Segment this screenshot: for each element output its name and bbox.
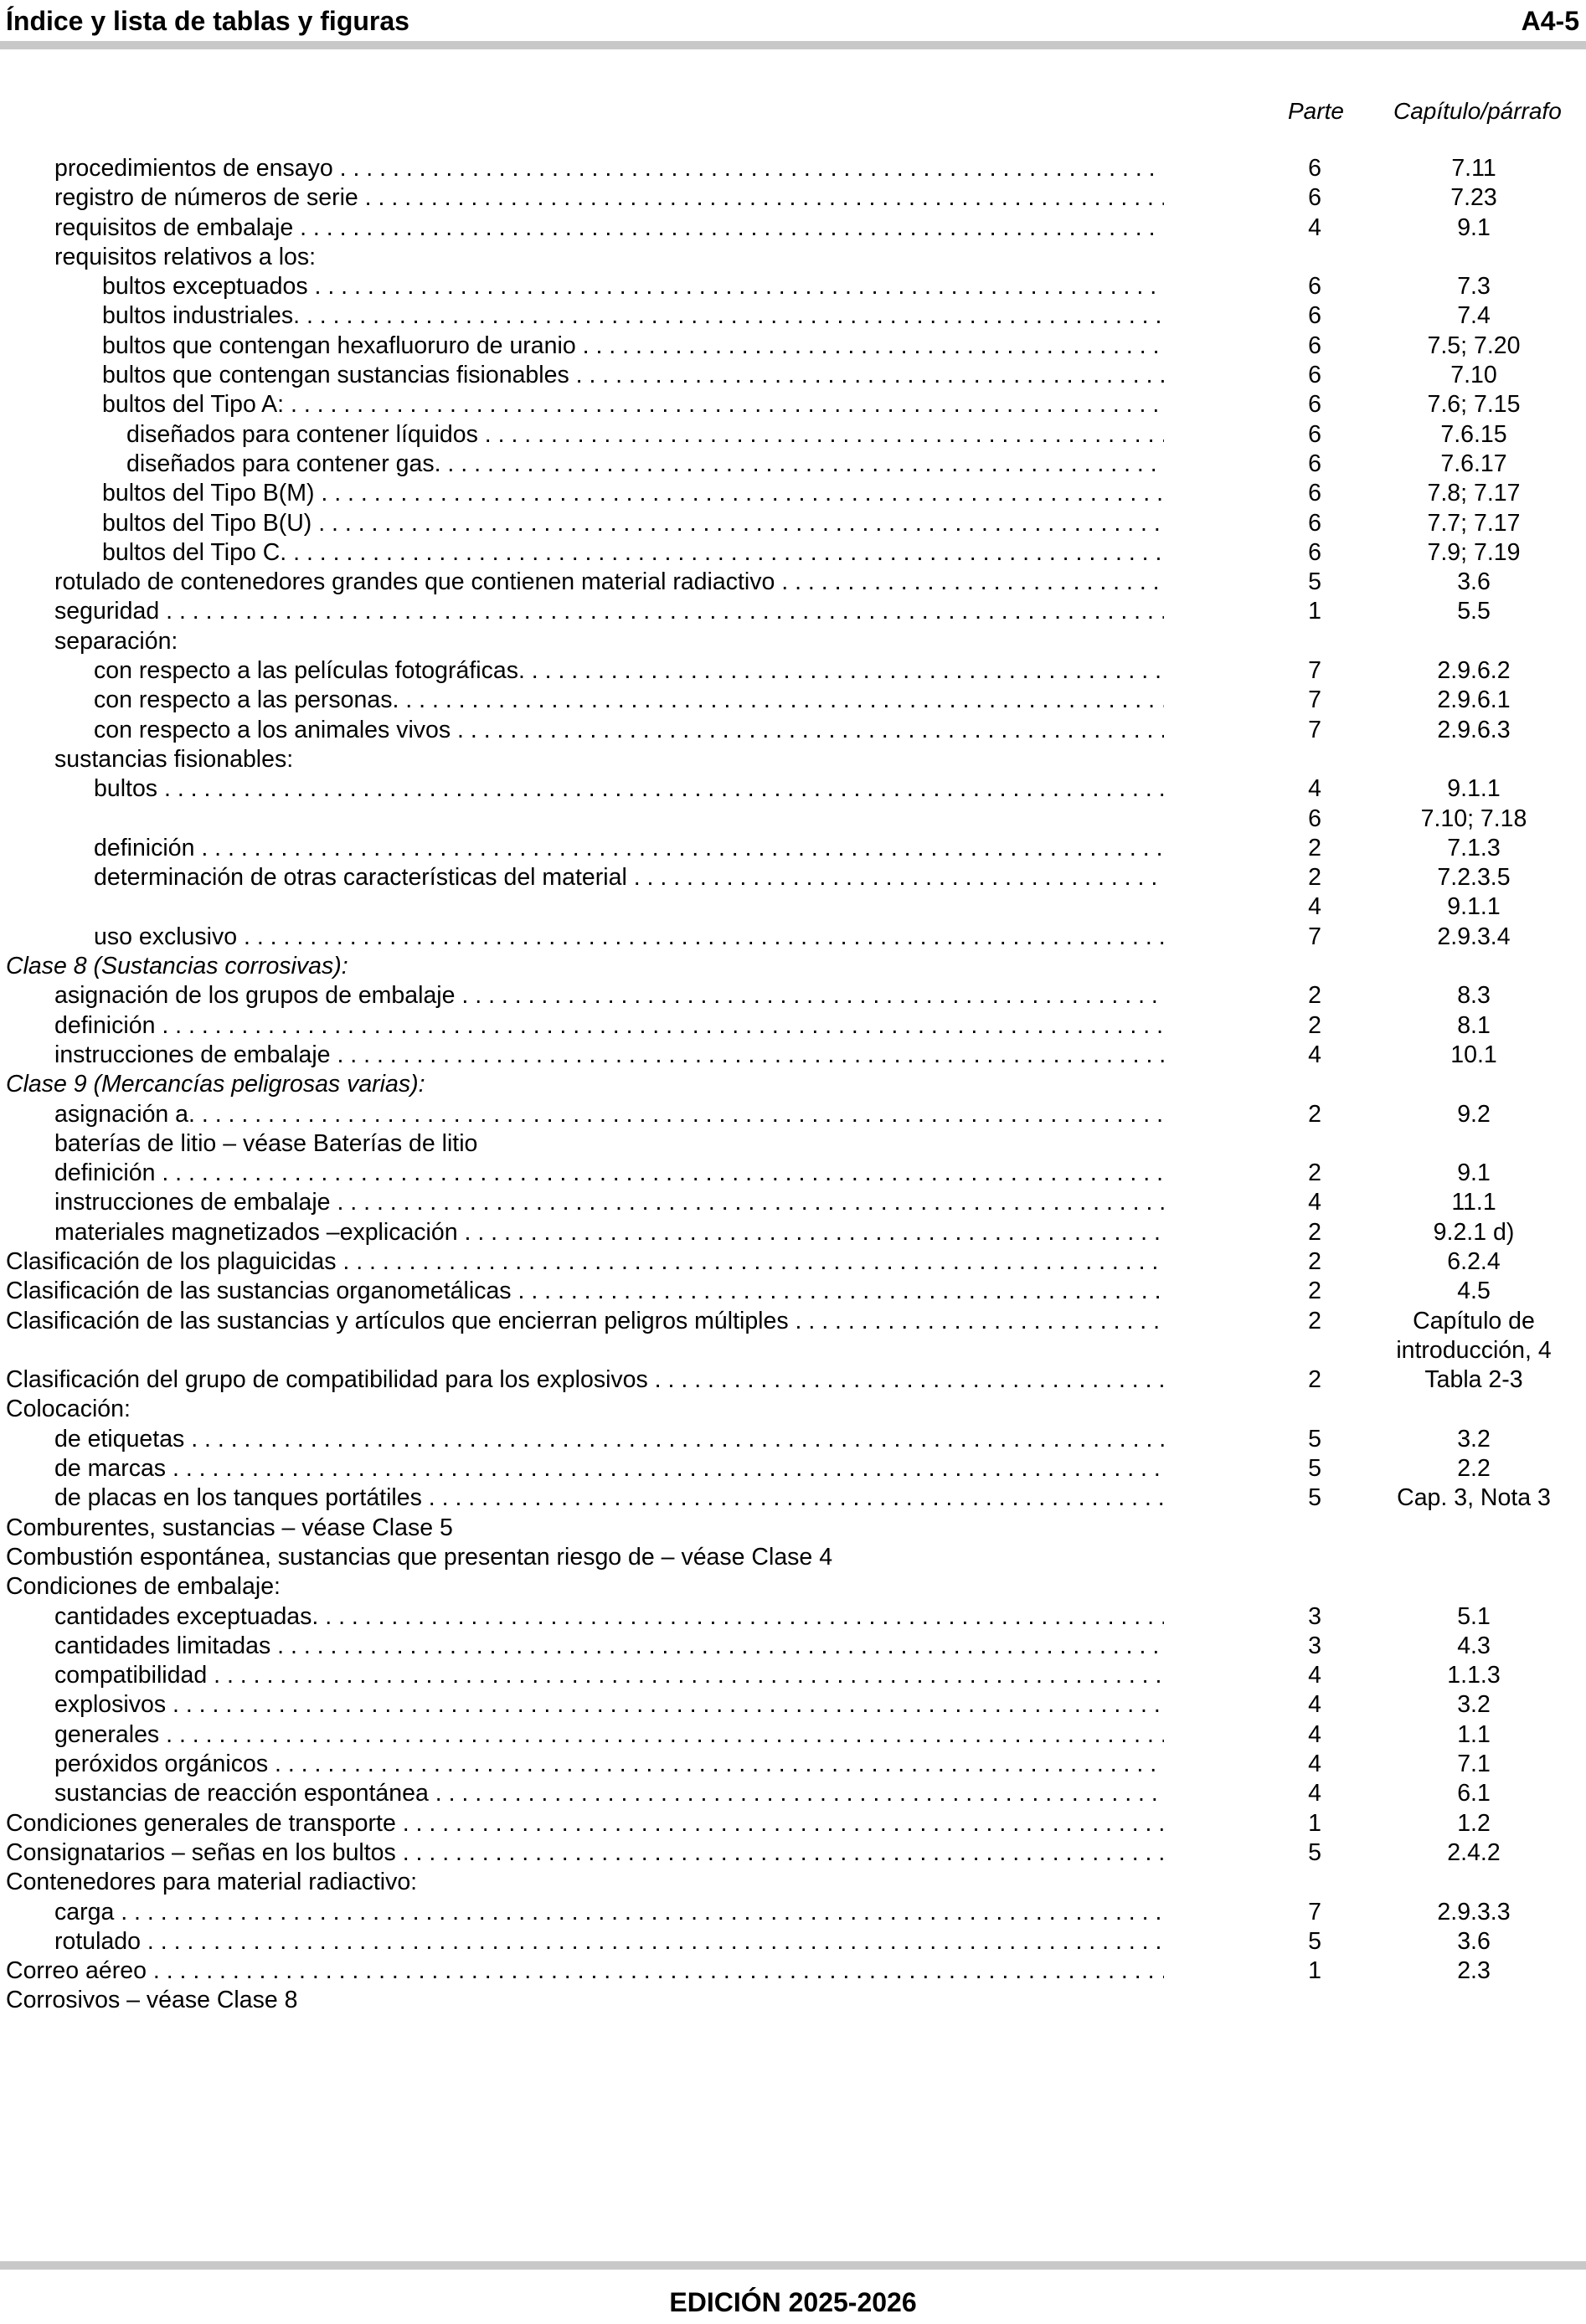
index-entry bbox=[0, 361, 1586, 390]
entry-chapter: 7.11 bbox=[1451, 155, 1496, 182]
entry-chapter: 9.1.1 bbox=[1447, 893, 1501, 921]
index-entry bbox=[0, 332, 1586, 361]
entry-part: 4 bbox=[1308, 1041, 1321, 1068]
entry-text: bultos del Tipo A: . . . bbox=[102, 390, 1164, 419]
index-entry bbox=[0, 390, 1586, 419]
entry-chapter: 7.9; 7.19 bbox=[1427, 538, 1521, 566]
entry-part: 2 bbox=[1308, 982, 1321, 1010]
entry-text: compatibilidad . . . bbox=[54, 1661, 1164, 1690]
entry-part: 6 bbox=[1308, 509, 1321, 537]
index-entry bbox=[0, 1129, 1586, 1159]
index-entry bbox=[0, 597, 1586, 626]
entry-text: con respecto a las películas fotográficas. . . . bbox=[94, 656, 1164, 686]
entry-text: generales . . . bbox=[54, 1720, 1164, 1750]
edition-footer: EDICIÓN 2025-2026 bbox=[669, 2287, 917, 2317]
entry-part: 6 bbox=[1308, 538, 1321, 566]
entry-part: 6 bbox=[1308, 391, 1321, 419]
entry-chapter: 7.2.3.5 bbox=[1437, 864, 1511, 892]
entry-part: 7 bbox=[1308, 657, 1321, 685]
entry-text: seguridad . . . bbox=[54, 597, 1164, 626]
entry-part: 6 bbox=[1308, 184, 1321, 212]
index-entry bbox=[0, 892, 1586, 922]
entry-part: 4 bbox=[1308, 775, 1321, 803]
entry-chapter: 9.1.1 bbox=[1447, 775, 1501, 803]
entry-part: 4 bbox=[1308, 1720, 1321, 1748]
index-entry bbox=[0, 923, 1586, 952]
entry-part: 1 bbox=[1308, 1809, 1321, 1837]
entry-chapter: Capítulo de bbox=[1413, 1307, 1535, 1334]
index-entries bbox=[0, 154, 1586, 2016]
entry-part: 5 bbox=[1308, 1455, 1321, 1483]
entry-text: bultos . . . bbox=[94, 774, 1164, 804]
entry-part: 1 bbox=[1308, 598, 1321, 625]
index-entry bbox=[0, 1661, 1586, 1690]
index-entry bbox=[0, 1247, 1586, 1277]
entry-text: Clasificación de las sustancias organometálicas . . . bbox=[6, 1277, 1164, 1306]
entry-chapter: 8.1 bbox=[1457, 1011, 1491, 1039]
index-entry bbox=[0, 1572, 1586, 1602]
entry-text: de etiquetas . . . bbox=[54, 1425, 1164, 1454]
page-title: Índice y lista de tablas y figuras bbox=[6, 6, 409, 36]
entry-chapter: 2.3 bbox=[1457, 1957, 1491, 1985]
index-entry bbox=[0, 1454, 1586, 1483]
index-entry bbox=[0, 301, 1586, 331]
entry-chapter: 1.1.3 bbox=[1447, 1662, 1501, 1689]
entry-chapter: introducción, 4 bbox=[1396, 1336, 1552, 1364]
entry-chapter: 6.1 bbox=[1457, 1780, 1491, 1807]
entry-text: procedimientos de ensayo . . . bbox=[54, 154, 1164, 183]
entry-part: 7 bbox=[1308, 686, 1321, 714]
entry-part: 5 bbox=[1308, 1484, 1321, 1512]
entry-text: explosivos . . . bbox=[54, 1690, 1164, 1720]
entry-text bbox=[6, 1336, 1164, 1365]
entry-part: 7 bbox=[1308, 923, 1321, 950]
entry-chapter: 7.10 bbox=[1450, 362, 1497, 389]
entry-text: con respecto a los animales vivos . . . bbox=[94, 716, 1164, 745]
index-entry bbox=[0, 213, 1586, 243]
entry-part: 2 bbox=[1308, 1247, 1321, 1275]
entry-text: cantidades limitadas . . . bbox=[54, 1632, 1164, 1661]
entry-chapter: 2.9.3.3 bbox=[1437, 1898, 1511, 1926]
entry-chapter: 1.1 bbox=[1457, 1720, 1491, 1748]
index-entry bbox=[0, 656, 1586, 686]
entry-chapter: 2.9.6.2 bbox=[1437, 657, 1511, 685]
entry-chapter: 3.2 bbox=[1457, 1691, 1491, 1719]
entry-chapter: 4.3 bbox=[1457, 1632, 1491, 1659]
entry-part: 6 bbox=[1308, 450, 1321, 477]
entry-text: bultos industriales. . . . bbox=[102, 301, 1164, 331]
entry-chapter: 7.23 bbox=[1450, 184, 1497, 212]
entry-chapter: 9.1 bbox=[1457, 1159, 1491, 1187]
index-entry bbox=[0, 1543, 1586, 1572]
entry-part: 7 bbox=[1308, 716, 1321, 743]
entry-part: 4 bbox=[1308, 893, 1321, 921]
entry-text: Condiciones generales de transporte . . . bbox=[6, 1809, 1164, 1838]
entry-chapter: Cap. 3, Nota 3 bbox=[1397, 1484, 1551, 1512]
index-entry bbox=[0, 420, 1586, 450]
entry-text: registro de números de serie . . . bbox=[54, 183, 1164, 213]
entry-text bbox=[94, 892, 1164, 922]
entry-text: Correo aéreo . . . bbox=[6, 1956, 1164, 1986]
entry-part: 7 bbox=[1308, 1898, 1321, 1926]
entry-chapter: 3.6 bbox=[1457, 1927, 1491, 1955]
entry-chapter: 2.2 bbox=[1457, 1455, 1491, 1483]
index-entry bbox=[0, 1425, 1586, 1454]
entry-chapter: 7.6.15 bbox=[1440, 420, 1507, 448]
entry-text: bultos del Tipo B(U) . . . bbox=[102, 509, 1164, 538]
page-header bbox=[0, 0, 1586, 47]
entry-part: 4 bbox=[1308, 1780, 1321, 1807]
entry-chapter: 11.1 bbox=[1451, 1189, 1496, 1216]
entry-part: 6 bbox=[1308, 155, 1321, 182]
column-header-capitulo: Capítulo/párrafo bbox=[1393, 98, 1562, 124]
entry-text: bultos que contengan hexafluoruro de uranio . . . bbox=[102, 332, 1164, 361]
entry-text: bultos del Tipo B(M) . . . bbox=[102, 479, 1164, 508]
entry-text: determinación de otras características del material . . . bbox=[94, 863, 1164, 892]
entry-text: sustancias de reacción espontánea . . . bbox=[54, 1779, 1164, 1808]
entry-part: 6 bbox=[1308, 302, 1321, 330]
index-entry bbox=[0, 1159, 1586, 1188]
entry-part: 2 bbox=[1308, 834, 1321, 861]
header-rule bbox=[0, 41, 1586, 49]
index-entry bbox=[0, 981, 1586, 1010]
entry-text: definición . . . bbox=[54, 1159, 1164, 1188]
entry-text: Clasificación del grupo de compatibilidad para los explosivos . . . bbox=[6, 1365, 1164, 1395]
index-entry bbox=[0, 1365, 1586, 1395]
index-entry bbox=[0, 805, 1586, 834]
index-entry bbox=[0, 1927, 1586, 1956]
entry-text: Corrosivos – véase Clase 8 bbox=[6, 1987, 298, 2014]
entry-chapter: 9.1 bbox=[1457, 213, 1491, 241]
index-entry bbox=[0, 243, 1586, 272]
index-entry bbox=[0, 716, 1586, 745]
entry-part: 5 bbox=[1308, 568, 1321, 596]
index-entry bbox=[0, 1307, 1586, 1336]
column-header-parte: Parte bbox=[1288, 98, 1344, 124]
entry-part: 5 bbox=[1308, 1838, 1321, 1866]
entry-text: Condiciones de embalaje: bbox=[6, 1573, 281, 1601]
index-entry bbox=[0, 183, 1586, 213]
index-entry bbox=[0, 1188, 1586, 1217]
entry-text: definición . . . bbox=[54, 1011, 1164, 1041]
index-entry bbox=[0, 686, 1586, 715]
index-entry bbox=[0, 1956, 1586, 1986]
entry-chapter: 7.8; 7.17 bbox=[1427, 480, 1521, 507]
entry-part: 2 bbox=[1308, 1218, 1321, 1246]
entry-chapter: 10.1 bbox=[1450, 1041, 1497, 1068]
entry-text: sustancias fisionables: bbox=[54, 745, 294, 773]
entry-text: diseñados para contener líquidos . . . bbox=[126, 420, 1164, 450]
entry-text: Consignatarios – señas en los bultos . . . bbox=[6, 1838, 1164, 1868]
entry-part: 4 bbox=[1308, 1751, 1321, 1778]
entry-chapter: 5.1 bbox=[1457, 1602, 1491, 1630]
entry-chapter: 7.7; 7.17 bbox=[1427, 509, 1521, 537]
index-entry bbox=[0, 1690, 1586, 1720]
entry-text: instrucciones de embalaje . . . bbox=[54, 1188, 1164, 1217]
index-entry bbox=[0, 1809, 1586, 1838]
entry-text: Clase 9 (Mercancías peligrosas varias): bbox=[6, 1071, 425, 1098]
entry-text: bultos exceptuados . . . bbox=[102, 272, 1164, 301]
entry-text: bultos del Tipo C. . . . bbox=[102, 538, 1164, 568]
index-entry bbox=[0, 774, 1586, 804]
entry-part: 6 bbox=[1308, 332, 1321, 359]
entry-part: 2 bbox=[1308, 1307, 1321, 1334]
entry-chapter: 2.4.2 bbox=[1447, 1838, 1501, 1866]
entry-text: Combustión espontánea, sustancias que presentan riesgo de – véase Clase 4 bbox=[6, 1543, 833, 1571]
entry-part: 1 bbox=[1308, 1957, 1321, 1985]
entry-chapter: Tabla 2-3 bbox=[1424, 1366, 1523, 1394]
index-entry bbox=[0, 1483, 1586, 1513]
index-entry bbox=[0, 863, 1586, 892]
entry-part: 6 bbox=[1308, 805, 1321, 832]
entry-text: Clase 8 (Sustancias corrosivas): bbox=[6, 953, 348, 980]
index-entry bbox=[0, 1898, 1586, 1927]
entry-part: 6 bbox=[1308, 273, 1321, 301]
entry-chapter: 3.2 bbox=[1457, 1425, 1491, 1452]
entry-part: 4 bbox=[1308, 213, 1321, 241]
index-entry bbox=[0, 1838, 1586, 1868]
entry-chapter: 6.2.4 bbox=[1447, 1247, 1501, 1275]
index-entry bbox=[0, 1779, 1586, 1808]
footer-rule bbox=[0, 2261, 1586, 2270]
entry-part: 4 bbox=[1308, 1662, 1321, 1689]
index-entry bbox=[0, 1336, 1586, 1365]
index-entry bbox=[0, 450, 1586, 479]
entry-part: 2 bbox=[1308, 1278, 1321, 1305]
entry-part: 2 bbox=[1308, 1366, 1321, 1394]
entry-part: 4 bbox=[1308, 1189, 1321, 1216]
entry-chapter: 7.6; 7.15 bbox=[1427, 391, 1521, 419]
index-entry bbox=[0, 154, 1586, 183]
entry-chapter: 7.4 bbox=[1457, 302, 1491, 330]
entry-text: diseñados para contener gas. . . . bbox=[126, 450, 1164, 479]
entry-chapter: 1.2 bbox=[1457, 1809, 1491, 1837]
entry-text: Clasificación de las sustancias y artículos que encierran peligros múltiples . . . bbox=[6, 1307, 1164, 1336]
index-entry bbox=[0, 1395, 1586, 1424]
entry-chapter: 7.3 bbox=[1457, 273, 1491, 301]
entry-chapter: 9.2 bbox=[1457, 1100, 1491, 1128]
entry-text: peróxidos orgánicos . . . bbox=[54, 1750, 1164, 1779]
entry-part: 6 bbox=[1308, 420, 1321, 448]
entry-text: con respecto a las personas. . . . bbox=[94, 686, 1164, 715]
entry-chapter: 8.3 bbox=[1457, 982, 1491, 1010]
entry-chapter: 2.9.6.1 bbox=[1437, 686, 1511, 714]
entry-text: Clasificación de los plaguicidas . . . bbox=[6, 1247, 1164, 1277]
index-entry bbox=[0, 1218, 1586, 1247]
entry-part: 2 bbox=[1308, 1011, 1321, 1039]
entry-text: Contenedores para material radiactivo: bbox=[6, 1869, 418, 1896]
entry-chapter: 7.6.17 bbox=[1440, 450, 1507, 477]
entry-text: rotulado de contenedores grandes que contienen material radiactivo . . . bbox=[54, 568, 1164, 597]
index-entry bbox=[0, 1602, 1586, 1632]
entry-chapter: 7.10; 7.18 bbox=[1420, 805, 1527, 832]
index-entry bbox=[0, 745, 1586, 774]
entry-text: de marcas . . . bbox=[54, 1454, 1164, 1483]
entry-text: carga . . . bbox=[54, 1898, 1164, 1927]
entry-text: materiales magnetizados –explicación . . . bbox=[54, 1218, 1164, 1247]
entry-chapter: 2.9.3.4 bbox=[1437, 923, 1511, 950]
index-entry bbox=[0, 1868, 1586, 1897]
index-entry bbox=[0, 1632, 1586, 1661]
entry-text: Colocación: bbox=[6, 1396, 131, 1423]
index-entry bbox=[0, 1514, 1586, 1543]
index-entry bbox=[0, 1100, 1586, 1129]
index-entry bbox=[0, 272, 1586, 301]
entry-part: 3 bbox=[1308, 1602, 1321, 1630]
entry-chapter: 7.1.3 bbox=[1447, 834, 1501, 861]
entry-text: rotulado . . . bbox=[54, 1927, 1164, 1956]
entry-part: 4 bbox=[1308, 1691, 1321, 1719]
entry-chapter: 7.1 bbox=[1457, 1751, 1491, 1778]
entry-part: 3 bbox=[1308, 1632, 1321, 1659]
index-entry bbox=[0, 627, 1586, 656]
entry-text: Comburentes, sustancias – véase Clase 5 bbox=[6, 1514, 453, 1541]
index-entry bbox=[0, 479, 1586, 508]
entry-text: instrucciones de embalaje . . . bbox=[54, 1041, 1164, 1070]
index-entry bbox=[0, 1750, 1586, 1779]
index-entry bbox=[0, 568, 1586, 597]
entry-part: 5 bbox=[1308, 1927, 1321, 1955]
entry-part: 6 bbox=[1308, 480, 1321, 507]
entry-part: 2 bbox=[1308, 864, 1321, 892]
entry-text bbox=[94, 805, 1164, 834]
entry-text: cantidades exceptuadas. . . . bbox=[54, 1602, 1164, 1632]
index-entry bbox=[0, 1041, 1586, 1070]
index-entry bbox=[0, 1720, 1586, 1750]
entry-chapter: 7.5; 7.20 bbox=[1427, 332, 1521, 359]
index-entry bbox=[0, 834, 1586, 863]
entry-text: asignación de los grupos de embalaje . . . bbox=[54, 981, 1164, 1010]
entry-text: uso exclusivo . . . bbox=[94, 923, 1164, 952]
entry-chapter: 9.2.1 d) bbox=[1433, 1218, 1515, 1246]
page-number: A4-5 bbox=[1521, 6, 1579, 36]
index-entry bbox=[0, 952, 1586, 981]
entry-text: baterías de litio – véase Baterías de litio bbox=[54, 1129, 478, 1157]
entry-text: definición . . . bbox=[94, 834, 1164, 863]
entry-text: asignación a. . . . bbox=[54, 1100, 1164, 1129]
entry-chapter: 5.5 bbox=[1457, 598, 1491, 625]
entry-chapter: 3.6 bbox=[1457, 568, 1491, 596]
entry-part: 2 bbox=[1308, 1100, 1321, 1128]
index-entry bbox=[0, 1070, 1586, 1099]
index-entry bbox=[0, 509, 1586, 538]
index-entry bbox=[0, 538, 1586, 568]
index-entry bbox=[0, 1277, 1586, 1306]
entry-part: 5 bbox=[1308, 1425, 1321, 1452]
index-entry bbox=[0, 1986, 1586, 2015]
entry-text: separación: bbox=[54, 627, 178, 655]
entry-text: bultos que contengan sustancias fisionables . . . bbox=[102, 361, 1164, 390]
entry-text: de placas en los tanques portátiles . . . bbox=[54, 1483, 1164, 1513]
index-entry bbox=[0, 1011, 1586, 1041]
entry-chapter: 4.5 bbox=[1457, 1278, 1491, 1305]
entry-text: requisitos relativos a los: bbox=[54, 243, 317, 270]
entry-chapter: 2.9.6.3 bbox=[1437, 716, 1511, 743]
entry-part: 2 bbox=[1308, 1159, 1321, 1187]
entry-text: requisitos de embalaje . . . bbox=[54, 213, 1164, 243]
entry-part: 6 bbox=[1308, 362, 1321, 389]
